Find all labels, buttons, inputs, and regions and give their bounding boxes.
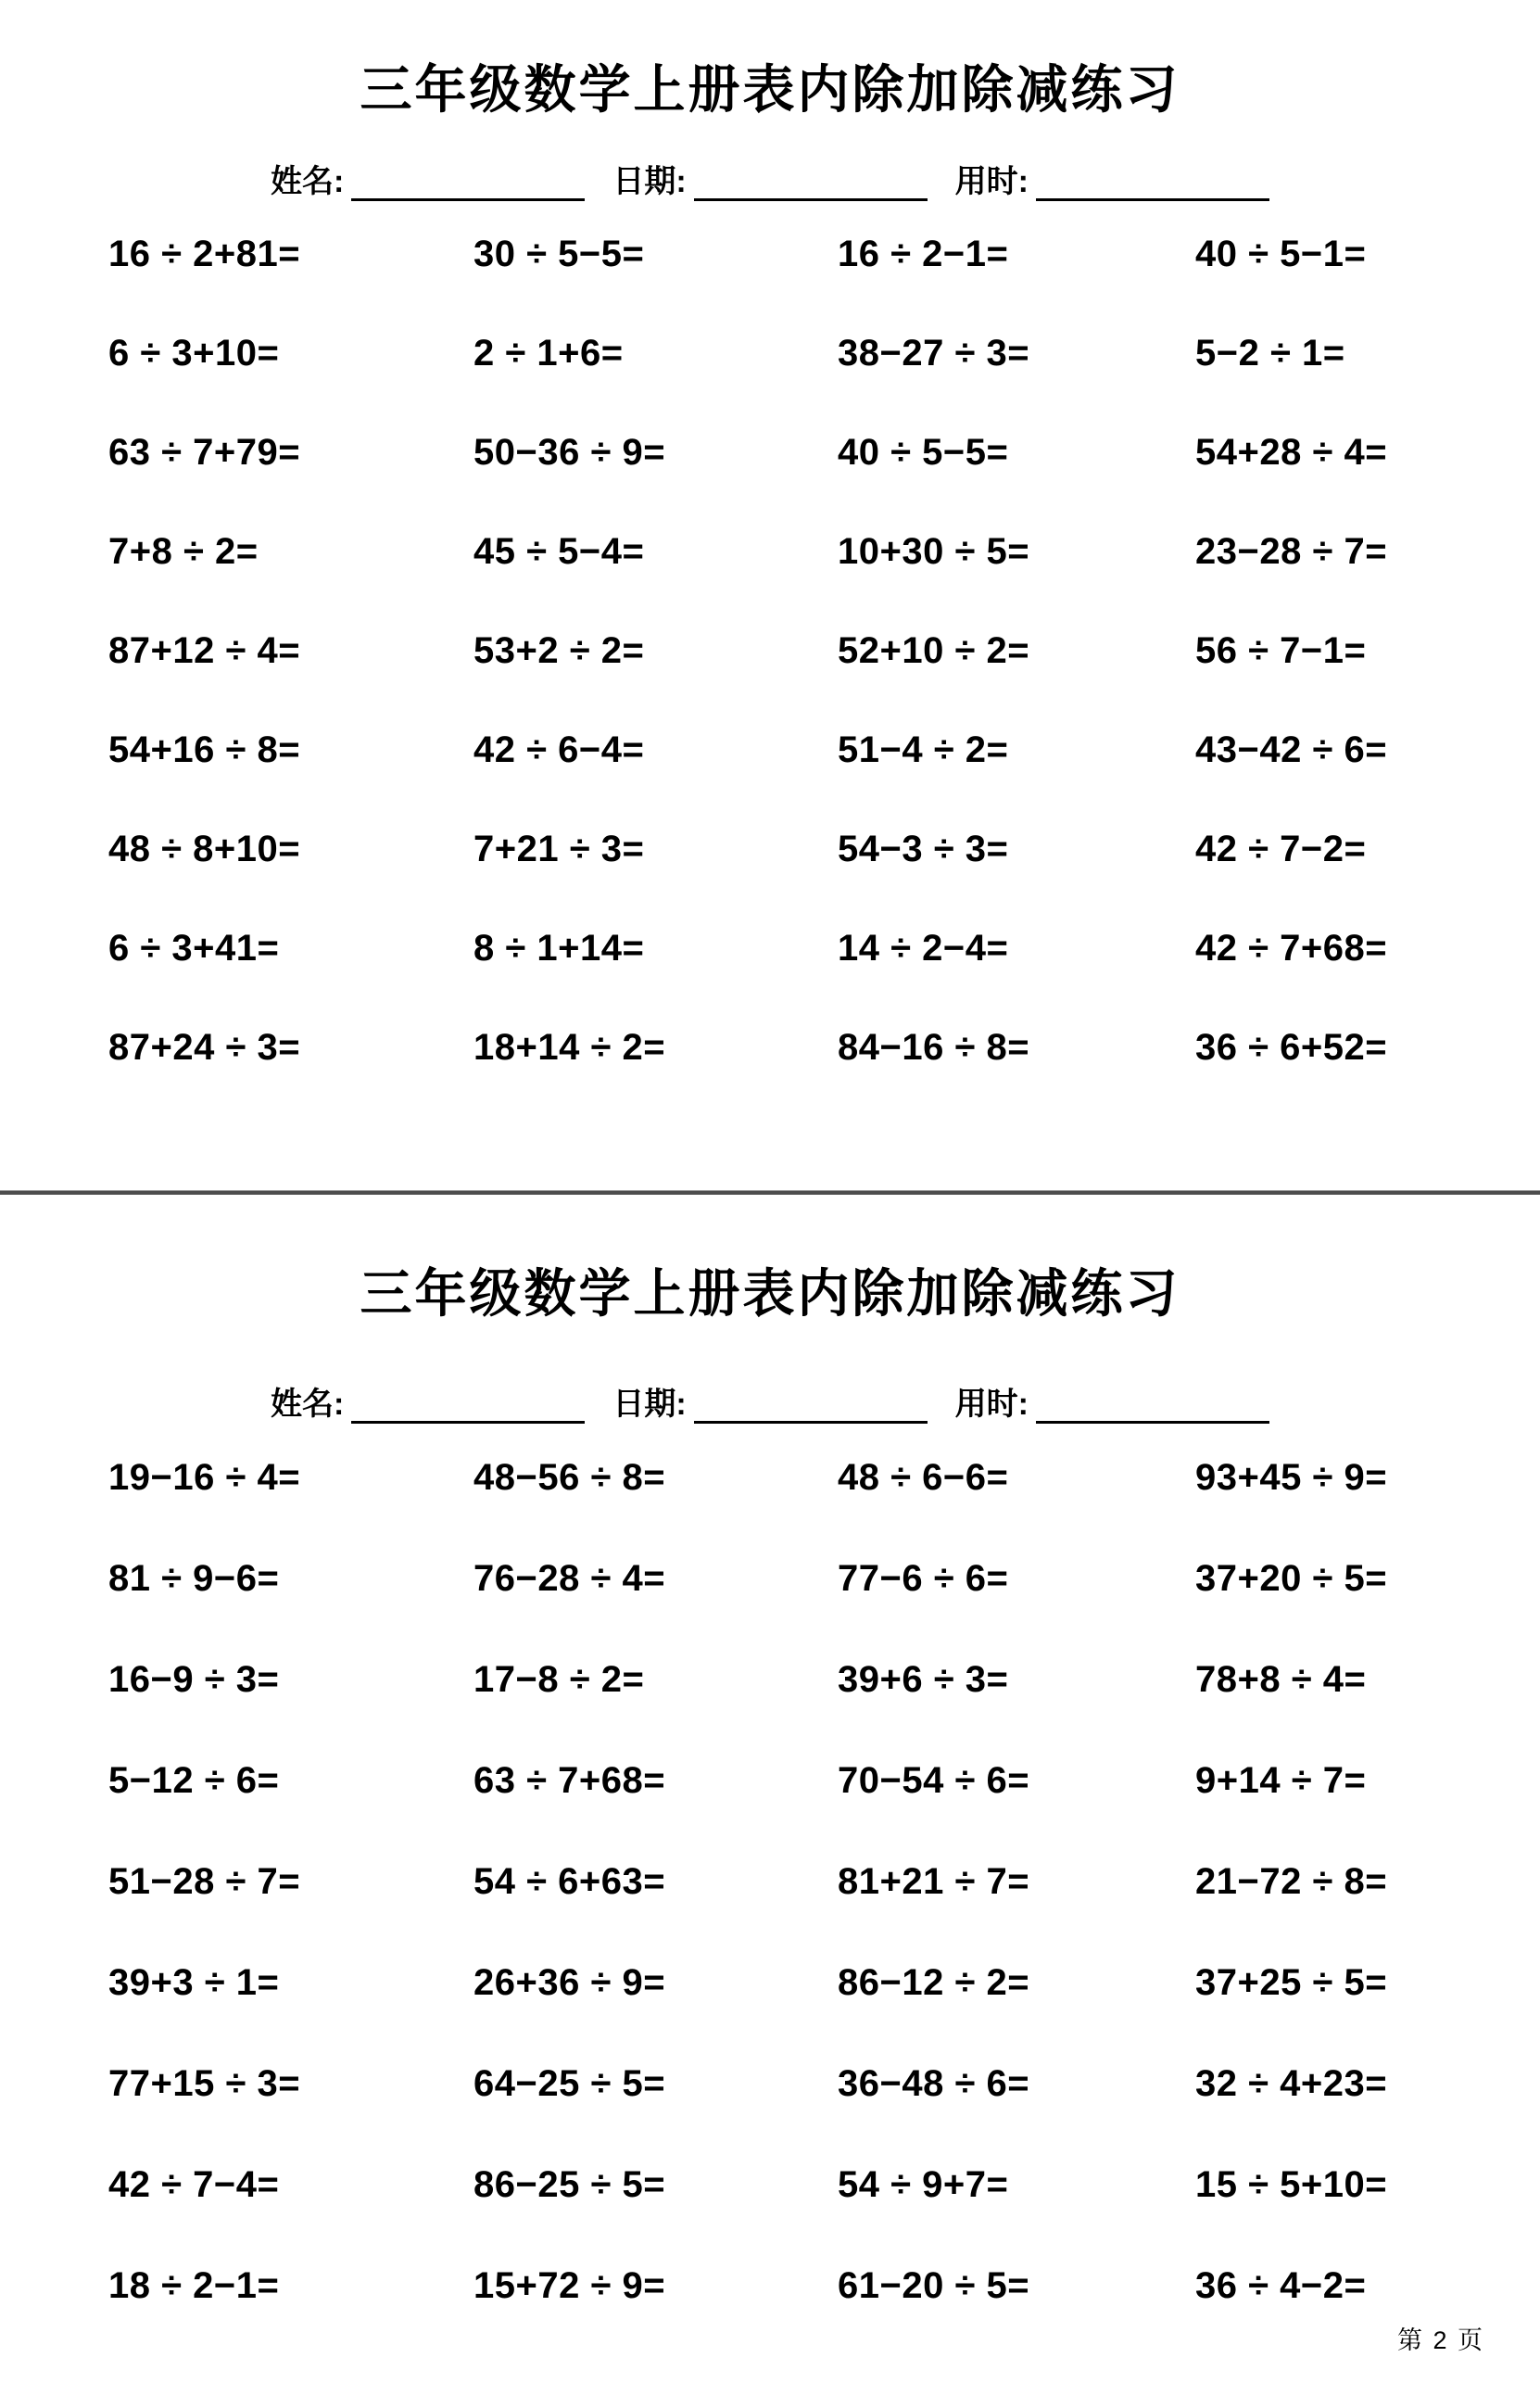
time-field-group [955, 156, 1269, 201]
time-blank-line [1036, 165, 1269, 201]
name-blank-line [351, 1388, 585, 1424]
problem-row [108, 800, 1540, 899]
math-problem: 53+2 ÷ 2= [473, 630, 645, 672]
name-label: 姓名: [271, 1387, 345, 1423]
math-problem: 63 ÷ 7+68= [473, 1760, 666, 1802]
math-problem: 56 ÷ 7−1= [1195, 630, 1367, 672]
math-problem: 78+8 ÷ 4= [1195, 1659, 1367, 1701]
math-problem: 81+21 ÷ 7= [838, 1861, 1030, 1903]
math-problem: 16 ÷ 2−1= [838, 234, 1009, 275]
problem-row [108, 602, 1540, 701]
date-label: 日期: [612, 1387, 687, 1423]
math-problem: 6 ÷ 3+41= [108, 928, 280, 970]
math-problem: 39+3 ÷ 1= [108, 1962, 280, 2004]
math-problem: 17−8 ÷ 2= [473, 1659, 645, 1701]
math-problem: 84−16 ÷ 8= [838, 1027, 1030, 1069]
math-problem: 64−25 ÷ 5= [473, 2063, 666, 2105]
math-problem: 52+10 ÷ 2= [838, 630, 1030, 672]
math-problem: 16 ÷ 2+81= [108, 234, 301, 275]
student-info-row [0, 1381, 1540, 1424]
math-problem: 77+15 ÷ 3= [108, 2063, 301, 2105]
date-field-group [612, 1378, 927, 1424]
date-field-group [612, 156, 927, 201]
problem-row [108, 205, 1540, 304]
math-problem: 50−36 ÷ 9= [473, 432, 666, 474]
math-problem: 30 ÷ 5−5= [473, 234, 645, 275]
math-problem: 51−4 ÷ 2= [838, 729, 1009, 771]
problem-grid [0, 205, 1540, 1097]
date-blank-line [694, 1388, 928, 1424]
math-problem: 15+72 ÷ 9= [473, 2265, 666, 2307]
problem-row [108, 1730, 1540, 1831]
problem-row [108, 2034, 1540, 2135]
page-break-divider [0, 1190, 1540, 1195]
student-info-row [0, 158, 1540, 201]
page-title: 三年级数学上册表内除加除减练习 [360, 1263, 1180, 1323]
problem-row [108, 502, 1540, 602]
page-number: 第 2 页 [1396, 2326, 1484, 2354]
math-problem: 48 ÷ 6−6= [838, 1457, 1009, 1499]
math-problem: 7+21 ÷ 3= [473, 829, 645, 870]
math-problem: 38−27 ÷ 3= [838, 333, 1030, 374]
math-problem: 8 ÷ 1+14= [473, 928, 645, 970]
time-blank-line [1036, 1388, 1269, 1424]
math-problem: 6 ÷ 3+10= [108, 333, 280, 374]
math-problem: 10+30 ÷ 5= [838, 531, 1030, 573]
math-problem: 70−54 ÷ 6= [838, 1760, 1030, 1802]
math-problem: 37+25 ÷ 5= [1195, 1962, 1388, 2004]
math-problem: 15 ÷ 5+10= [1195, 2164, 1388, 2206]
math-problem: 77−6 ÷ 6= [838, 1558, 1009, 1600]
math-problem: 21−72 ÷ 8= [1195, 1861, 1388, 1903]
problem-row [108, 899, 1540, 998]
math-problem: 54+16 ÷ 8= [108, 729, 301, 771]
math-problem: 42 ÷ 6−4= [473, 729, 645, 771]
math-problem: 45 ÷ 5−4= [473, 531, 645, 573]
math-problem: 54+28 ÷ 4= [1195, 432, 1388, 474]
math-problem: 36 ÷ 4−2= [1195, 2265, 1367, 2307]
date-blank-line [694, 165, 928, 201]
math-problem: 40 ÷ 5−1= [1195, 234, 1367, 275]
problem-row [108, 1528, 1540, 1629]
math-problem: 48 ÷ 8+10= [108, 829, 301, 870]
math-problem: 36 ÷ 6+52= [1195, 1027, 1388, 1069]
problem-row [108, 2236, 1540, 2337]
name-label: 姓名: [271, 164, 345, 200]
page-title: 三年级数学上册表内除加除减练习 [360, 59, 1180, 119]
worksheet-page-2 [0, 1230, 1540, 2338]
time-label: 用时: [954, 164, 1029, 200]
math-problem: 36−48 ÷ 6= [838, 2063, 1030, 2105]
problem-grid [0, 1427, 1540, 2337]
math-problem: 76−28 ÷ 4= [473, 1558, 666, 1600]
math-problem: 40 ÷ 5−5= [838, 432, 1009, 474]
problem-row [108, 1933, 1540, 2034]
math-problem: 7+8 ÷ 2= [108, 531, 259, 573]
math-problem: 39+6 ÷ 3= [838, 1659, 1009, 1701]
math-problem: 61−20 ÷ 5= [838, 2265, 1030, 2307]
math-problem: 87+24 ÷ 3= [108, 1027, 301, 1069]
math-problem: 18 ÷ 2−1= [108, 2265, 280, 2307]
math-problem: 54 ÷ 6+63= [473, 1861, 666, 1903]
math-problem: 16−9 ÷ 3= [108, 1659, 280, 1701]
name-blank-line [351, 165, 585, 201]
math-problem: 18+14 ÷ 2= [473, 1027, 666, 1069]
math-problem: 26+36 ÷ 9= [473, 1962, 666, 2004]
math-problem: 87+12 ÷ 4= [108, 630, 301, 672]
math-problem: 5−2 ÷ 1= [1195, 333, 1345, 374]
math-problem: 54−3 ÷ 3= [838, 829, 1009, 870]
time-field-group [955, 1378, 1269, 1424]
problem-row [108, 1427, 1540, 1528]
math-problem: 42 ÷ 7−2= [1195, 829, 1367, 870]
problem-row [108, 1629, 1540, 1730]
math-problem: 42 ÷ 7+68= [1195, 928, 1388, 970]
problem-row [108, 403, 1540, 502]
math-problem: 54 ÷ 9+7= [838, 2164, 1009, 2206]
problem-row [108, 701, 1540, 800]
problem-row [108, 304, 1540, 403]
name-field-group [271, 1378, 585, 1424]
math-problem: 14 ÷ 2−4= [838, 928, 1009, 970]
math-problem: 86−25 ÷ 5= [473, 2164, 666, 2206]
problem-row [108, 998, 1540, 1097]
math-problem: 5−12 ÷ 6= [108, 1760, 280, 1802]
math-problem: 9+14 ÷ 7= [1195, 1760, 1367, 1802]
math-problem: 2 ÷ 1+6= [473, 333, 624, 374]
math-problem: 37+20 ÷ 5= [1195, 1558, 1388, 1600]
math-problem: 51−28 ÷ 7= [108, 1861, 301, 1903]
worksheet-page-1 [0, 35, 1540, 1098]
math-problem: 48−56 ÷ 8= [473, 1457, 666, 1499]
problem-row [108, 1831, 1540, 1933]
math-problem: 43−42 ÷ 6= [1195, 729, 1388, 771]
math-problem: 19−16 ÷ 4= [108, 1457, 301, 1499]
math-problem: 81 ÷ 9−6= [108, 1558, 280, 1600]
date-label: 日期: [612, 164, 687, 200]
time-label: 用时: [954, 1387, 1029, 1423]
math-problem: 86−12 ÷ 2= [838, 1962, 1030, 2004]
name-field-group [271, 156, 585, 201]
problem-row [108, 2135, 1540, 2236]
math-problem: 32 ÷ 4+23= [1195, 2063, 1388, 2105]
math-problem: 93+45 ÷ 9= [1195, 1457, 1388, 1499]
math-problem: 42 ÷ 7−4= [108, 2164, 280, 2206]
math-problem: 63 ÷ 7+79= [108, 432, 301, 474]
math-problem: 23−28 ÷ 7= [1195, 531, 1388, 573]
